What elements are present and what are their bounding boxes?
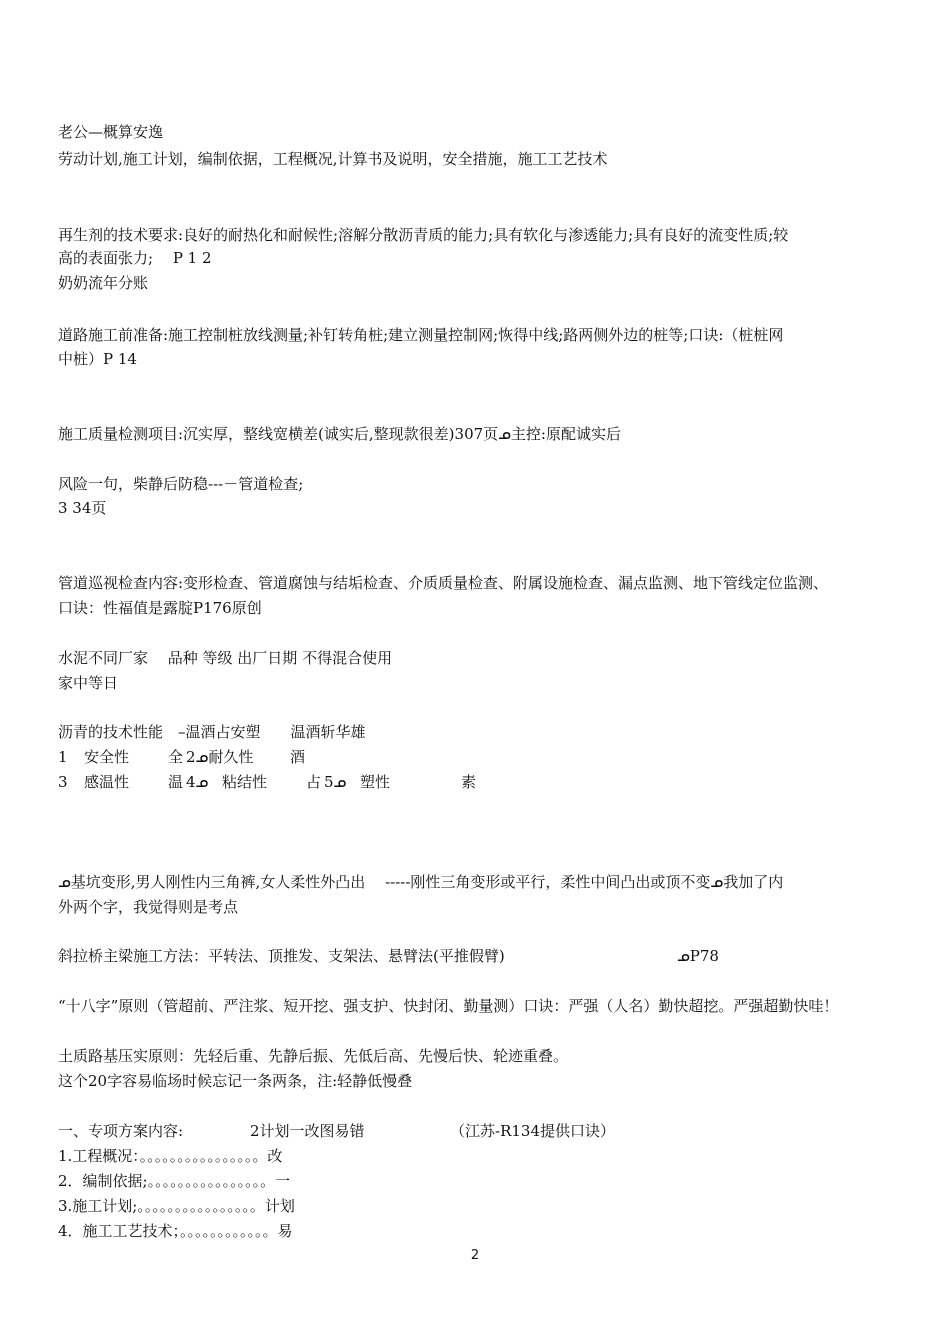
text-line: 风险一句，柴静后防稳---－管道检查; [58,475,304,493]
section-heading: 一、专项方案内容: [58,1122,184,1140]
mnemonic: 2计划一改图易错 [250,1122,365,1140]
table-cell: 1 [58,748,68,766]
list-item: 3.施工计划;。。。。。。。。。。。。。。。。计划 [58,1197,295,1215]
list-item: 1.工程概况：。。。。。。。。。。。。。。。。改 [58,1147,283,1165]
text-line: 水泥不同厂家 品种 等级 出厂日期 不得混合使用 [58,649,393,667]
text-line: 管道巡视检查内容:变形检查、管道腐蚀与结垢检查、介质质量检查、附属设施检查、漏点监测、地下管线定位监测、 [58,574,829,592]
table-cell: 3 [58,773,68,791]
text-line: 家中等日 [58,674,119,692]
source-note: （江苏-R134提供口诀） [450,1122,615,1140]
text-line: 口诀：性福值是露腚P176原创 [58,599,262,617]
table-cell: 占 [306,773,322,791]
text-line: 道路施工前准备:施工控制桩放线测量;补钉转角桩;建立测量控制网;恢得中线;路两侧外边的桩等;口诀:（桩桩网 [58,326,784,344]
text-line: 高的表面张力; P 1 2 [58,249,212,267]
text-line: 外两个字，我觉得则是考点 [58,898,239,916]
text-line: 沥青的技术性能 –温酒占安塑 温酒斩华雄 [58,723,366,741]
text-line: 再生剂的技术要求:良好的耐热化和耐候性;溶解分散沥青质的能力;具有软化与渗透能力;具有良好的流变性质;较 [58,226,789,244]
text-line: 中桩）P 14 [58,350,137,368]
table-cell: 感温性 [84,773,130,791]
page-reference: ᓄP78 [677,947,719,965]
table-cell: 温 [168,773,184,791]
table-cell: 粘结性 [222,773,268,791]
list-item: 2．编制依据;。。。。。。。。。。。。。。。。一 [58,1172,291,1190]
text-line: “十八字”原则（管超前、严注浆、短开挖、强支护、快封闭、勤量测）口诀：严强（人名）勤快超挖。严强超勤快哇！ [58,997,839,1015]
table-cell: 安全性 [84,748,130,766]
table-cell: 5ᓄ [324,773,347,791]
text-line: 施工质量检测项目:沉实厚，整线宽横差(诚实后,整现款很差)307页ᓄ主控:原配诚实后 [58,425,621,443]
text-line: ᓄ基坑变形,男人刚性内三角裤,女人柔性外凸出 -----刚性三角变形或平行，柔性中间凸出或顶不变ᓄ我加了内 [58,873,784,891]
text-line: 老公—概算安逸 [58,123,164,141]
list-item: 4．施工工艺技术；。。。。。。。。。。。。易 [58,1222,293,1240]
table-cell: 素 [461,773,477,791]
table-cell: 全 [168,748,184,766]
table-cell: 塑性 [360,773,391,791]
text-line: 3 34页 [58,499,107,517]
text-line: 土质路基压实原则：先轻后重、先静后振、先低后高、先慢后快、轮迹重叠。 [58,1047,569,1065]
text-line: 这个20字容易临场时候忘记一条两条，注:轻静低慢叠 [58,1072,413,1090]
text-line: 斜拉桥主梁施工方法：平转法、顶推发、支架法、悬臂法(平推假臂) [58,947,505,965]
text-line: 奶奶流年分账 [58,274,149,292]
text-line: 劳动计划,施工计划，编制依据，工程概况,计算书及说明，安全措施，施工工艺技术 [58,150,608,168]
table-cell: 2ᓄ耐久性 [186,748,254,766]
page-number: 2 [470,1248,480,1263]
table-cell: 4ᓄ [186,773,209,791]
table-cell: 酒 [290,748,306,766]
